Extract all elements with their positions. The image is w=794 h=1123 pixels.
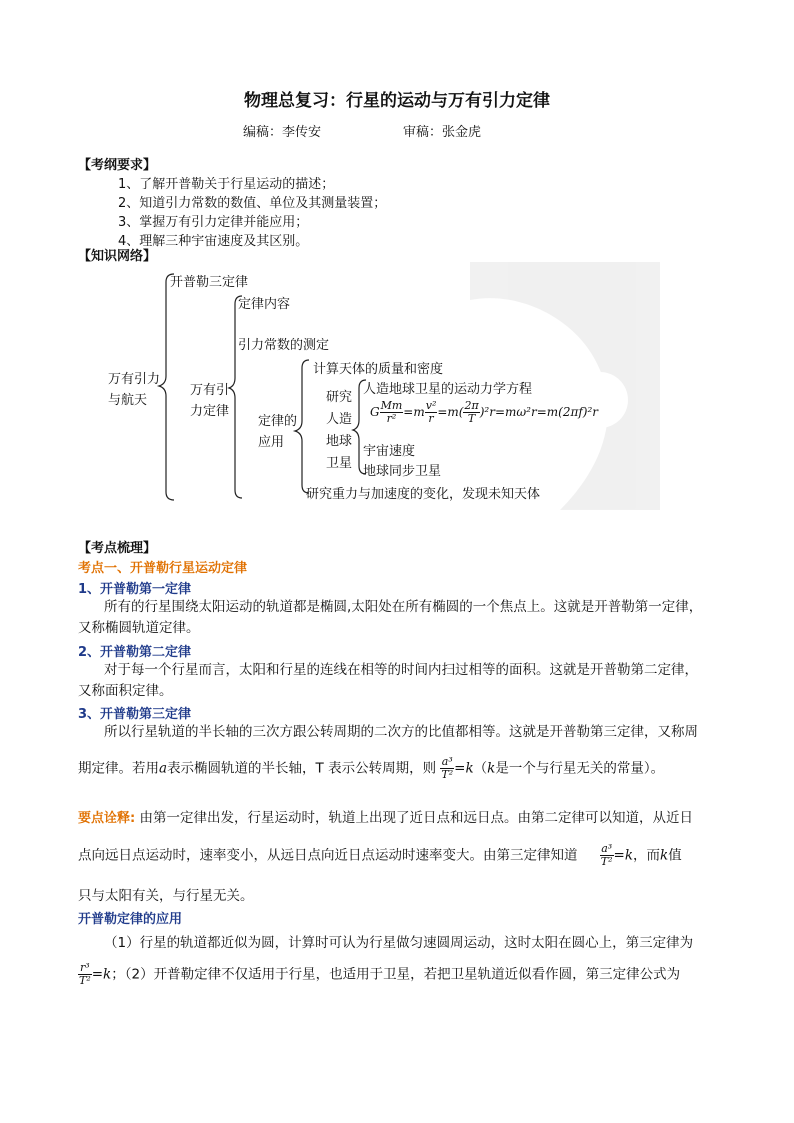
application-title: 开普勒定律的应用 (78, 912, 183, 927)
key-line2-a: 点向远日点运动时，速率变小，从远日点向近日点运动时速率变大。由第三定律知道 (78, 847, 578, 864)
requirement-item: 3、掌握万有引力定律并能应用； (118, 215, 309, 230)
key-line2: 点向远日点运动时，速率变小，从远日点向近日点运动时速率变大。由第三定律知道 $\frac{\text{a³}}{\text{T²}}$ =k，而k值 (78, 842, 682, 868)
requirement-item: 1、了解开普勒关于行星运动的描述； (118, 177, 335, 192)
application-line1: （1）行星的轨道都近似为圆，计算时可认为行星做匀速圆周运动，这时太阳在圆心上，第三定律为 (104, 935, 694, 951)
node-satellite: 研究 (326, 390, 353, 405)
node-satellite-2: 人造 (326, 412, 353, 427)
key-label: 要点诠释: (78, 811, 136, 826)
node-root: 万有引力 (108, 372, 161, 387)
editor-credit: 编稿：李传安 (243, 125, 322, 140)
point-heading: 考点一、开普勒行星运动定律 (78, 561, 248, 576)
application-line2-text: ；（2）开普勒定律不仅适用于行星，也适用于卫星，若把卫星轨道近似看作圆，第三定律公式为 (111, 966, 681, 983)
law1-line1: 所有的行星围绕太阳运动的轨道都是椭圆,太阳处在所有椭圆的一个焦点上。这就是开普勒第一定律， (104, 599, 703, 615)
node-geosync: 地球同步卫星 (363, 464, 442, 479)
app-formula: $\frac{\text{r³}}{\text{T²}}$ (79, 961, 91, 987)
law2-paragraph (78, 660, 718, 702)
requirements-heading: 【考纲要求】 (78, 158, 157, 173)
key-formula: $\frac{\text{a³}}{\text{T²}}$ (600, 842, 613, 868)
law3-line2: 期定律。若用a表示椭圆轨道的半长轴，T 表示公转周期，则 $\frac{\text{a³}}{\text{T²}}$ =k（k是一个与行星无关的常量）。 (78, 755, 665, 781)
application-line2: $\frac{\text{r³}}{\text{T²}}$ =k；（2）开普勒定律不仅适用于行星，也适用于卫星，若把卫星轨道近似看作圆，第三定律公式为 (79, 961, 681, 987)
law1-line2: 又称椭圆轨道定律。 (78, 620, 200, 636)
dynamics-equation: G $\frac{Mm}{\text{r²}}$ =m $\frac{\text{v²}}{r}$ =m( $\frac{2\pi}{T}$ )²r=mω²r=m(2πf)²r (370, 399, 599, 425)
node-cosmic-velocity: 宇宙速度 (363, 444, 416, 459)
law3-paragraph (78, 722, 718, 743)
node-mass-density: 计算天体的质量和密度 (313, 362, 444, 377)
node-dynamics: 人造地球卫星的运动力学方程 (363, 382, 533, 397)
law3-line2-c: 是一个与行星无关的常量）。 (495, 760, 665, 777)
key-line2-c: 值 (668, 847, 682, 864)
reviewer-credit: 审稿：张金虎 (403, 125, 482, 140)
law2-line2: 又称面积定律。 (78, 683, 173, 699)
requirement-item: 2、知道引力常数的数值、单位及其测量装置； (118, 196, 387, 211)
key-line3: 只与太阳有关，与行星无关。 (78, 888, 254, 904)
node-kepler: 开普勒三定律 (170, 275, 249, 290)
node-gravity-study: 研究重力与加速度的变化，发现未知天体 (306, 487, 541, 502)
node-constant: 引力常数的测定 (238, 338, 330, 353)
law1-title: 1、开普勒第一定律 (78, 582, 192, 597)
node-root-line2: 与航天 (108, 393, 148, 408)
law1-paragraph (78, 597, 718, 639)
law3-line2-a: 期定律。若用 (78, 760, 159, 777)
node-application: 定律的 (258, 414, 298, 429)
node-gravitation-law-line2: 力定律 (190, 404, 230, 419)
law3-title: 3、开普勒第三定律 (78, 707, 192, 722)
node-satellite-4: 卫星 (326, 456, 353, 471)
law3-line1: 所以行星轨道的半长轴的三次方跟公转周期的二次方的比值都相等。这就是开普勒第三定律，又称周 (104, 724, 698, 740)
node-application-line2: 应用 (258, 435, 285, 450)
key-line1-text: 由第一定律出发，行星运动时，轨道上出现了近日点和远日点。由第二定律可以知道，从近日 (139, 810, 693, 826)
requirement-item: 4、理解三种宇宙速度及其区别。 (118, 234, 309, 249)
network-heading: 【知识网络】 (78, 249, 157, 264)
law2-line1: 对于每一个行星而言，太阳和行星的连线在相等的时间内扫过相等的面积。这就是开普勒第二定律， (104, 662, 698, 678)
node-law-content: 定律内容 (238, 297, 291, 312)
law2-title: 2、开普勒第二定律 (78, 645, 192, 660)
law3-line2-b: 表示椭圆轨道的半长轴，T 表示公转周期，则 (167, 760, 437, 777)
node-gravitation-law: 万有引 (190, 383, 230, 398)
law3-formula: $\frac{\text{a³}}{\text{T²}}$ (441, 755, 454, 781)
page-title: 物理总复习：行星的运动与万有引力定律 (244, 91, 550, 111)
key-line2-b: ，而 (633, 847, 661, 864)
review-heading: 【考点梳理】 (78, 541, 157, 556)
key-line1 (78, 806, 693, 826)
node-satellite-3: 地球 (326, 434, 353, 449)
